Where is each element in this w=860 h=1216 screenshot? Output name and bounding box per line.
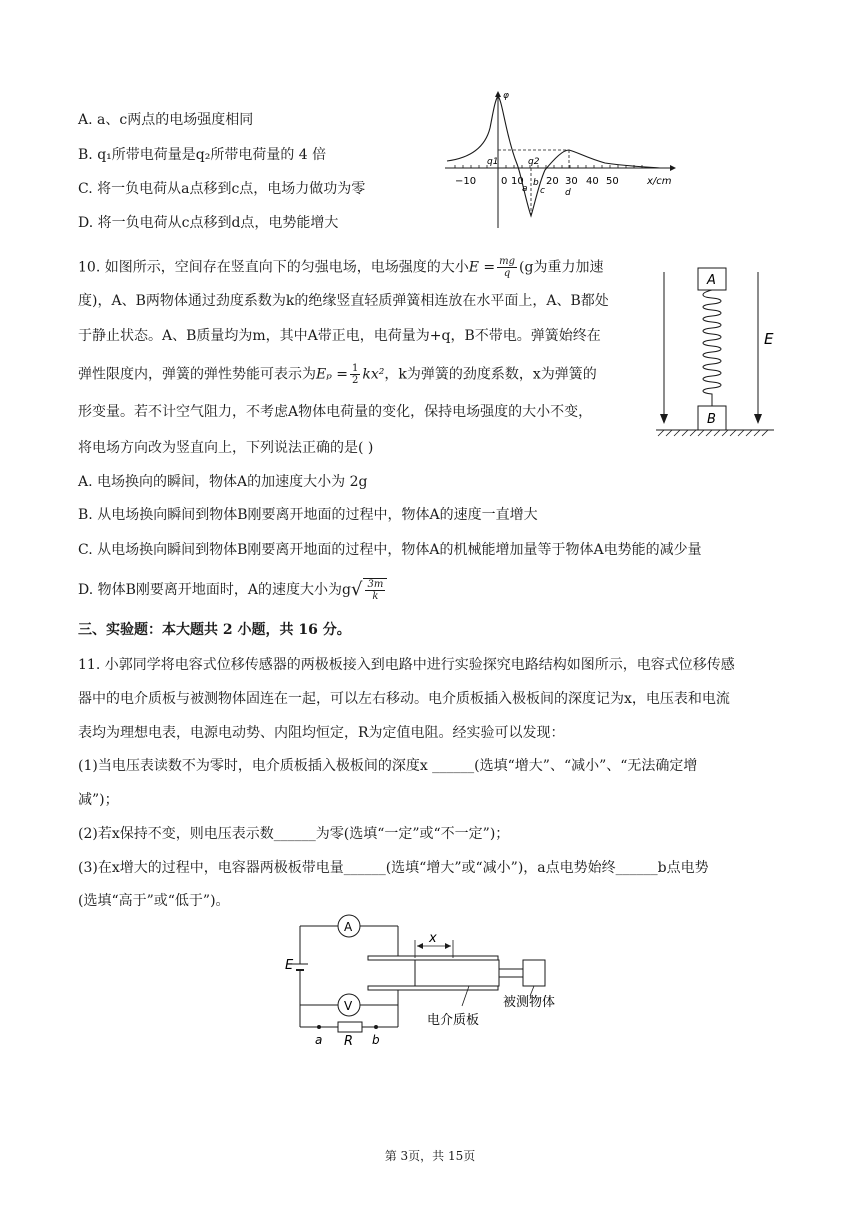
q11-circuit-figure: [283, 912, 583, 1052]
q10-stem-line5: 形变量。若不计空气阻力，不考虑A物体电荷量的变化，保持电场强度的大小不变，: [78, 404, 593, 420]
ammeter-label: A: [344, 920, 353, 934]
q10-kx2: kx²: [362, 366, 385, 383]
q10-half-fraction: [350, 363, 360, 386]
frac-numerator: mg: [499, 256, 516, 267]
q10-stem-line4: [78, 363, 597, 386]
q10-line1-tail: (g为重力加速: [519, 259, 604, 276]
q10-option-a: A. 电场换向的瞬间，物体A的加速度大小为 2g: [78, 474, 368, 490]
block-a-label: A: [707, 273, 716, 288]
q9-option-d: D. 将一负电荷从c点移到d点，电势能增大: [78, 215, 339, 231]
tick-10: 10: [511, 176, 524, 187]
tick-0: 0: [501, 176, 508, 187]
q10-option-b: B. 从电场换向瞬间到物体B刚要离开地面的过程中，物体A的速度一直增大: [78, 507, 538, 523]
point-b-label: b: [372, 1033, 380, 1047]
label-a: a: [522, 184, 528, 194]
q10-option-d-text: D. 物体B刚要离开地面时，A的速度大小为g: [78, 582, 351, 598]
voltmeter-label: V: [344, 999, 353, 1013]
label-d: d: [565, 188, 571, 198]
q10-stem-line3: 于静止状态。A、B质量均为m，其中A带正电，电荷量为+q，B不带电。弹簧始终在: [78, 328, 601, 344]
half-numerator: 1: [352, 363, 359, 374]
q10-option-d: D. 物体B刚要离开地面时，A的速度大小为g√ $\frac{3m}{k}$: [78, 578, 387, 602]
frac-denominator: q: [503, 268, 511, 279]
q11-sub3-line2: (选填“高于”或“低于”)。: [78, 893, 230, 909]
q10-stem-line1: [78, 256, 603, 279]
q11-sub1-line1: (1)当电压表读数不为零时，电介质板插入极板间的深度x ______(选填“增大”、“减小”、“无法确定增: [78, 758, 698, 774]
section-3-heading: 三、实验题：本大题共 2 小题，共 16 分。: [78, 622, 351, 638]
q10-e-symbol: E =: [468, 259, 496, 276]
object-label: 被测物体: [503, 995, 556, 1010]
q10-option-c: C. 从电场换向瞬间到物体B刚要离开地面的过程中，物体A的机械能增加量等于物体A电势能的减少量: [78, 542, 702, 558]
dielectric-label: 电介质板: [427, 1013, 480, 1028]
q10-stem-line6: 将电场方向改为竖直向上，下列说法正确的是( ): [78, 440, 374, 456]
q11-sub1-line2: 减”)；: [78, 792, 119, 808]
label-b: b: [533, 178, 539, 188]
page-footer: 第 3页，共 15页: [384, 1149, 476, 1163]
spring: [703, 290, 721, 406]
q10-e-fraction: [497, 256, 517, 279]
resistor-r-label: R: [344, 1034, 354, 1049]
label-c: c: [540, 186, 545, 196]
q10-spring-figure: [652, 262, 782, 440]
q10-ep-symbol: Eₚ =: [316, 366, 348, 383]
q10-line4-tail: ，k为弹簧的劲度系数，x为弹簧的: [384, 366, 597, 383]
block-b-label: B: [707, 412, 716, 427]
potential-curve: [447, 96, 660, 216]
q10-line1-text: 10. 如图所示，空间存在竖直向下的匀强电场，电场强度的大小: [78, 259, 469, 276]
q9-potential-graph: [445, 88, 685, 230]
x-axis-label: x/cm: [647, 176, 672, 187]
field-e-label: E: [764, 330, 774, 348]
q9-option-b: B. q₁所带电荷量是q₂所带电荷量的 4 倍: [78, 147, 327, 163]
tick-30: 30: [565, 176, 578, 187]
sqrt-numerator: 3m: [367, 579, 384, 590]
label-q1: q1: [487, 157, 499, 167]
tick-50: 50: [606, 176, 619, 187]
q11-para-line1: 11. 小郭同学将电容式位移传感器的两极板接入到电路中进行实验探究电路结构如图所示，电容式位移传感: [78, 657, 735, 673]
q11-para-line2: 器中的电介质板与被测物体固连在一起，可以左右移动。电介质板插入极板间的深度记为x，电压表和电流: [78, 691, 730, 707]
point-a-label: a: [315, 1033, 323, 1047]
phi-axis-label: φ: [503, 91, 509, 101]
tick-neg10: −10: [455, 176, 477, 187]
tick-20: 20: [546, 176, 559, 187]
q11-sub3-line1: (3)在x增大的过程中，电容器两极板带电量______(选填“增大”或“减小”)，a点电势始终______b点电势: [78, 860, 709, 876]
tick-40: 40: [586, 176, 599, 187]
half-denominator: 2: [352, 375, 359, 386]
label-q2: q2: [528, 157, 540, 167]
q11-sub2: (2)若x保持不变，则电压表示数______为零(选填“一定”或“不一定”)；: [78, 826, 510, 842]
sqrt-denominator: k: [372, 591, 379, 602]
depth-x-label: x: [429, 931, 437, 946]
q11-para-line3: 表均为理想电表，电源电动势、内阻均恒定，R为定值电阻。经实验可以发现：: [78, 725, 565, 741]
battery-e-label: E: [285, 958, 294, 973]
q9-option-c: C. 将一负电荷从a点移到c点，电场力做功为零: [78, 181, 366, 197]
q10-line4-text: 弹性限度内，弹簧的弹性势能可表示为: [78, 366, 316, 383]
q9-option-a: A. a、c两点的电场强度相同: [78, 112, 254, 128]
q10-stem-line2: 度)，A、B两物体通过劲度系数为k的绝缘竖直轻质弹簧相连放在水平面上，A、B都处: [78, 293, 609, 309]
